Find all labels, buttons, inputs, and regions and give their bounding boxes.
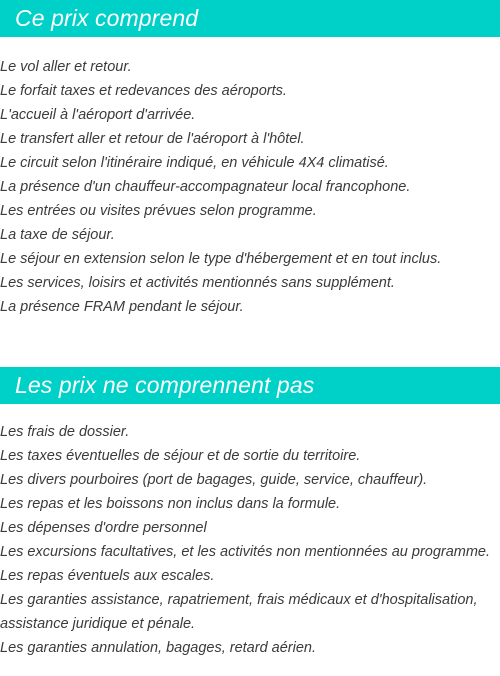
includes-item: Le séjour en extension selon le type d'hébergement et en tout inclus. [0, 251, 442, 267]
excludes-item: Les frais de dossier. [0, 424, 130, 440]
price-excludes-section [0, 367, 500, 656]
includes-item: Le transfert aller et retour de l'aéroport à l'hôtel. [0, 131, 305, 147]
includes-item: L'accueil à l'aéroport d'arrivée. [0, 107, 196, 123]
excludes-item: Les garanties annulation, bagages, retard aérien. [0, 640, 316, 656]
excludes-item: Les repas éventuels aux escales. [0, 568, 215, 584]
excludes-item: assistance juridique et pénale. [0, 616, 196, 632]
price-includes-section [0, 0, 500, 315]
includes-item: Le vol aller et retour. [0, 59, 132, 75]
excludes-item: Les taxes éventuelles de séjour et de sortie du territoire. [0, 448, 361, 464]
excludes-title: Les prix ne comprennent pas [15, 372, 315, 398]
excludes-item: Les divers pourboires (port de bagages, guide, service, chauffeur). [0, 472, 428, 488]
excludes-item: Les repas et les boissons non inclus dans la formule. [0, 496, 341, 512]
includes-banner [0, 0, 500, 37]
includes-item: Le circuit selon l'itinéraire indiqué, en véhicule 4X4 climatisé. [0, 155, 389, 171]
includes-item: La présence d'un chauffeur-accompagnateur local francophone. [0, 179, 411, 195]
includes-item: Le forfait taxes et redevances des aéroports. [0, 83, 287, 99]
excludes-item: Les excursions facultatives, et les activités non mentionnées au programme. [0, 544, 491, 560]
excludes-item: Les garanties assistance, rapatriement, frais médicaux et d'hospitalisation, [0, 592, 478, 608]
excludes-banner [0, 367, 500, 404]
includes-item: Les services, loisirs et activités mentionnés sans supplément. [0, 275, 395, 291]
excludes-item: Les dépenses d'ordre personnel [0, 520, 207, 536]
includes-title: Ce prix comprend [15, 5, 199, 31]
includes-list [0, 55, 500, 319]
includes-item: Les entrées ou visites prévues selon programme. [0, 203, 317, 219]
excludes-list [0, 420, 500, 660]
includes-item: La taxe de séjour. [0, 227, 115, 243]
includes-item: La présence FRAM pendant le séjour. [0, 299, 244, 315]
